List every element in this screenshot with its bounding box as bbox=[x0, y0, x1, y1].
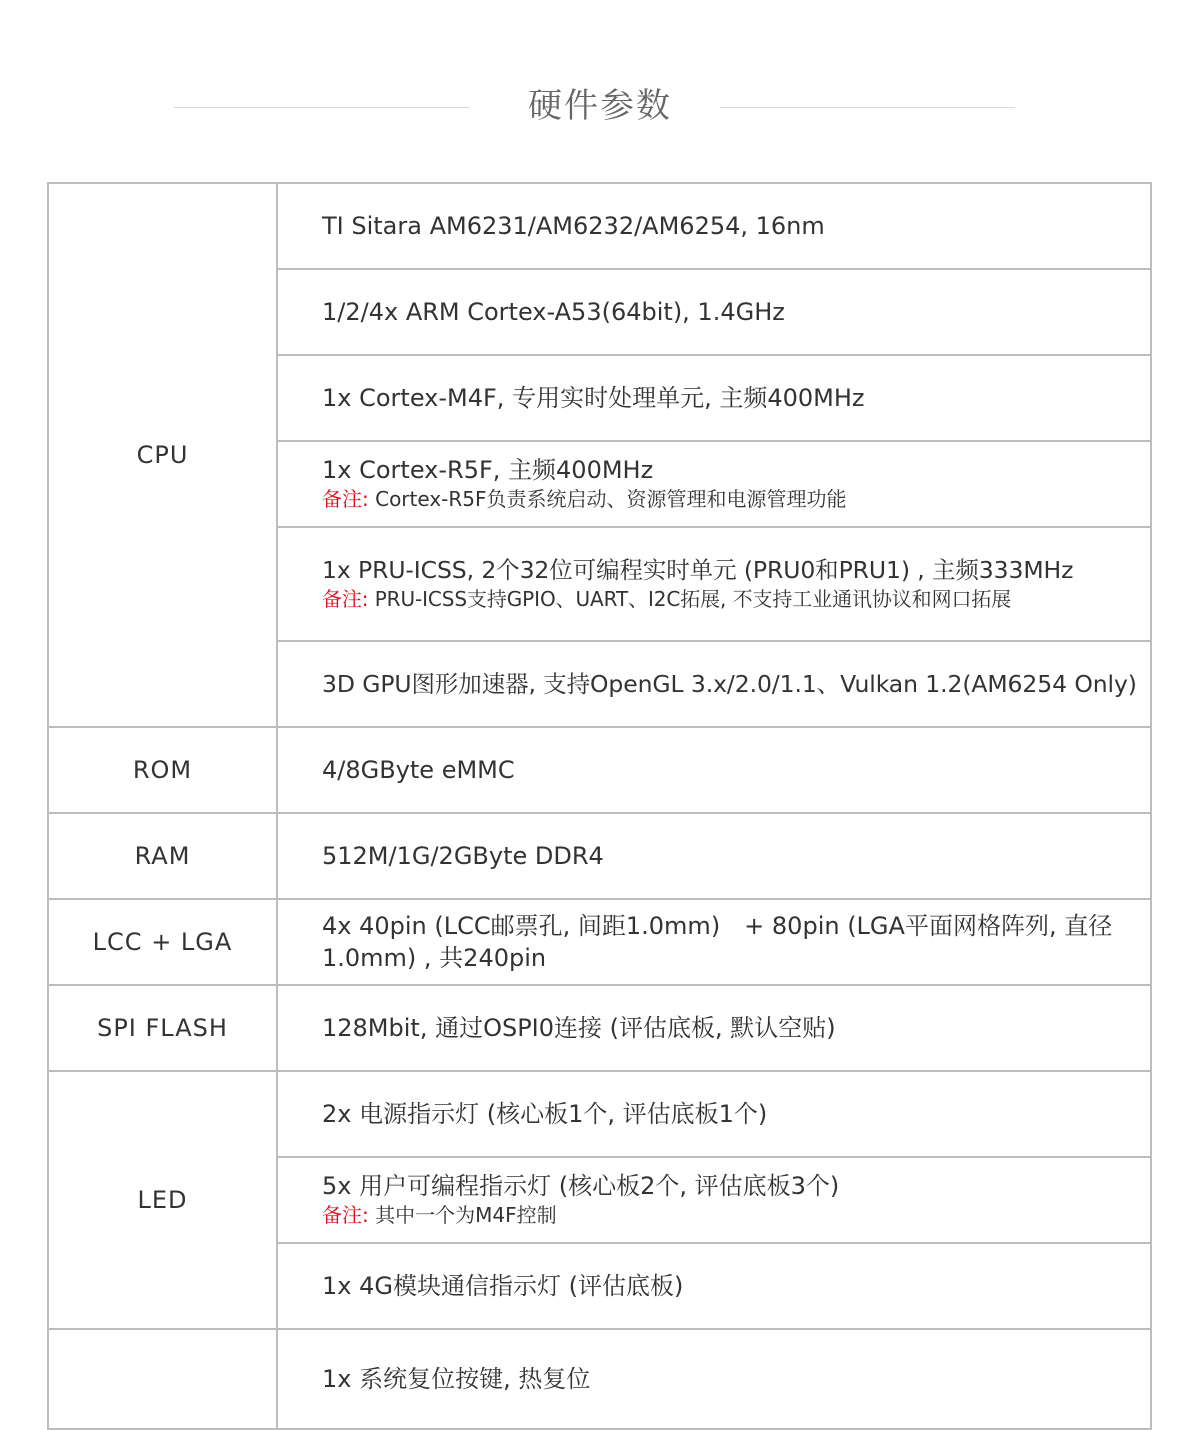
spec-label-button bbox=[48, 1329, 277, 1429]
header-divider-right bbox=[720, 107, 1015, 108]
spec-note bbox=[322, 1201, 1146, 1229]
spec-row-cpu bbox=[48, 183, 1151, 269]
spec-value: 128Mbit, 通过OSPI0连接 (评估底板, 默认空贴) bbox=[277, 985, 1151, 1071]
spec-value-with-note bbox=[277, 441, 1151, 527]
spec-value: 1x 系统复位按键, 热复位 bbox=[277, 1329, 1151, 1429]
spec-row-spi-flash bbox=[48, 985, 1151, 1071]
page-title: 硬件参数 bbox=[528, 86, 672, 126]
spec-value: 4x 40pin (LCC邮票孔, 间距1.0mm) + 80pin (LGA平面网格阵列, 直径1.0mm) , 共240pin bbox=[277, 899, 1151, 985]
spec-value: 3D GPU图形加速器, 支持OpenGL 3.x/2.0/1.1、Vulkan 1.2(AM6254 Only) bbox=[277, 641, 1151, 727]
spec-value: 1/2/4x ARM Cortex-A53(64bit), 1.4GHz bbox=[277, 269, 1151, 355]
spec-label-rom: ROM bbox=[48, 727, 277, 813]
spec-value-with-note bbox=[277, 527, 1151, 641]
note-text: 其中一个为M4F控制 bbox=[375, 1203, 557, 1227]
spec-label-lcc-lga: LCC + LGA bbox=[48, 899, 277, 985]
spec-row-led bbox=[48, 1071, 1151, 1157]
spec-value: 4/8GByte eMMC bbox=[277, 727, 1151, 813]
note-label: 备注: bbox=[322, 487, 369, 511]
hardware-spec-table bbox=[47, 182, 1152, 1430]
spec-label-cpu: CPU bbox=[48, 183, 277, 727]
spec-row-lcc-lga bbox=[48, 899, 1151, 985]
spec-row-rom bbox=[48, 727, 1151, 813]
spec-note bbox=[322, 485, 1146, 513]
spec-value-text: 5x 用户可编程指示灯 (核心板2个, 评估底板3个) bbox=[322, 1172, 840, 1200]
spec-value-text: 1x Cortex-R5F, 主频400MHz bbox=[322, 456, 654, 484]
spec-note bbox=[322, 585, 1146, 613]
note-label: 备注: bbox=[322, 587, 369, 611]
note-label: 备注: bbox=[322, 1203, 369, 1227]
spec-label-ram: RAM bbox=[48, 813, 277, 899]
spec-value-text: 1x PRU-ICSS, 2个32位可编程实时单元 (PRU0和PRU1) , 主频333MHz bbox=[322, 556, 1074, 584]
section-header bbox=[0, 0, 1200, 184]
spec-value: TI Sitara AM6231/AM6232/AM6254, 16nm bbox=[277, 183, 1151, 269]
spec-value-with-note bbox=[277, 1157, 1151, 1243]
spec-value: 2x 电源指示灯 (核心板1个, 评估底板1个) bbox=[277, 1071, 1151, 1157]
spec-label-spi-flash: SPI FLASH bbox=[48, 985, 277, 1071]
spec-value: 1x 4G模块通信指示灯 (评估底板) bbox=[277, 1243, 1151, 1329]
note-text: PRU-ICSS支持GPIO、UART、I2C拓展, 不支持工业通讯协议和网口拓展 bbox=[374, 587, 1012, 611]
note-text: Cortex-R5F负责系统启动、资源管理和电源管理功能 bbox=[375, 487, 847, 511]
spec-value: 512M/1G/2GByte DDR4 bbox=[277, 813, 1151, 899]
spec-value: 1x Cortex-M4F, 专用实时处理单元, 主频400MHz bbox=[277, 355, 1151, 441]
spec-label-led: LED bbox=[48, 1071, 277, 1329]
spec-row-ram bbox=[48, 813, 1151, 899]
spec-row-button bbox=[48, 1329, 1151, 1429]
